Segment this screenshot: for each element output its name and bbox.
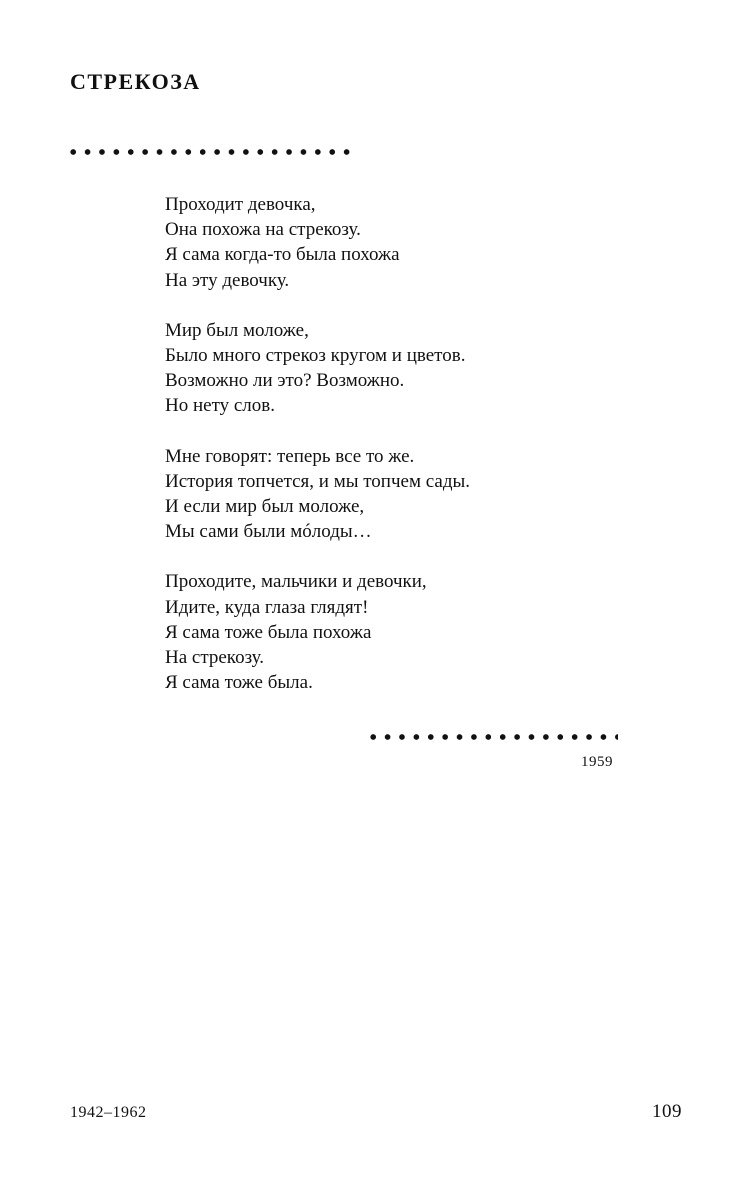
poem-line: Я сама когда-то была похожа: [165, 244, 400, 266]
poem-line: Я сама тоже была похожа: [165, 621, 372, 643]
poem-line: На эту девочку.: [165, 269, 290, 291]
poem-year: 1959: [581, 754, 613, 770]
poem-line: Я сама тоже была.: [165, 672, 313, 694]
poem-line: Она похожа на стрекозу.: [165, 219, 361, 241]
page-number: 109: [652, 1101, 682, 1122]
poem-line: Мы сами были мóлоды…: [165, 521, 372, 543]
poem-body: [165, 192, 605, 720]
dotted-separator-bottom: [366, 733, 618, 741]
poem-line: И если мир был моложе,: [165, 496, 365, 518]
stanza-1: [165, 192, 605, 293]
poem-line: На стрекозу.: [165, 647, 265, 669]
poem-line: Было много стрекоз кругом и цветов.: [165, 345, 466, 367]
poem-line: Проходит девочка,: [165, 194, 316, 215]
stanza-2: [165, 318, 605, 419]
poem-line: Мне говорят: теперь все то же.: [165, 445, 415, 467]
poem-line: Идите, куда глаза глядят!: [165, 596, 369, 618]
poem-line: Возможно ли это? Возможно.: [165, 370, 405, 392]
dotted-separator-top: [66, 148, 354, 156]
footer-year-range: 1942–1962: [70, 1104, 147, 1121]
poem-title: СТРЕКОЗА: [70, 69, 201, 94]
poem-line: Мир был моложе,: [165, 319, 309, 341]
poem-line: Проходите, мальчики и девочки,: [165, 571, 427, 593]
poem-line: Но нету слов.: [165, 395, 276, 417]
stanza-4: [165, 569, 605, 695]
stanza-3: [165, 444, 605, 545]
poem-line: История топчется, и мы топчем сады.: [165, 470, 471, 492]
